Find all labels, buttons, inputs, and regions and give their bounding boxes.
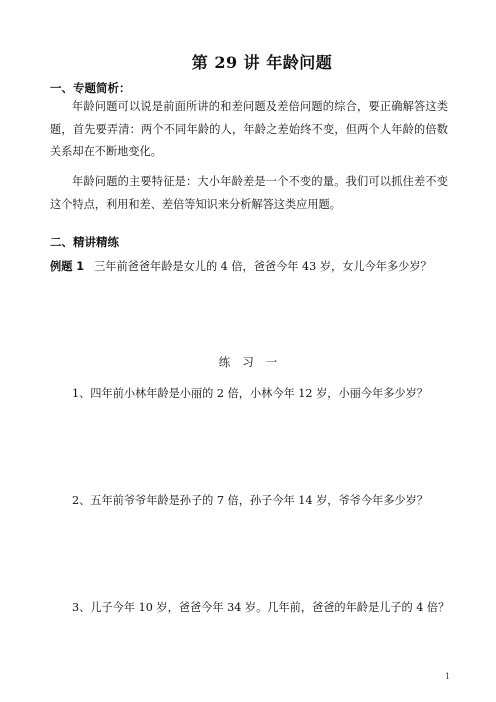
example-1 [50,258,432,274]
practice-question-2: 2、五年前爷爷年龄是孙子的 7 倍，孙子今年 14 岁，爷爷今年多少岁？ [72,494,428,507]
page-number: 1 [444,672,450,681]
example-label: 例题 1 [50,260,85,273]
analysis-paragraph-1: 年龄问题可以说是前面所讲的和差问题及差倍问题的综合，要正确解答这类题，首先要弄清：两个不同年龄的人，年龄之差始终不变，但两个人年龄的倍数关系却在不断地变化。 [50,100,448,158]
practice-question-1: 1、四年前小林年龄是小丽的 2 倍，小林今年 12 岁，小丽今年多少岁？ [72,387,428,400]
analysis-paragraph-2: 年龄问题的主要特征是：大小年龄差是一个不变的量。我们可以抓住差不变这个特点，利用和差、差倍等知识来分析解答这类应用题。 [50,175,448,211]
practice-question-3: 3、儿子今年 10 岁，爸爸今年 34 岁。几年前，爸爸的年龄是儿子的 4 倍？ [72,601,450,614]
example-text: 三年前爸爸年龄是女儿的 4 倍，爸爸今年 43 岁，女儿今年多少岁？ [94,260,432,273]
page-title: 第 29 讲 年龄问题 [191,53,333,72]
section-heading-analysis: 一、专题简析： [50,81,131,95]
practice-heading: 练习一 [218,355,290,369]
section-heading-practice: 二、精讲精练 [50,235,119,249]
